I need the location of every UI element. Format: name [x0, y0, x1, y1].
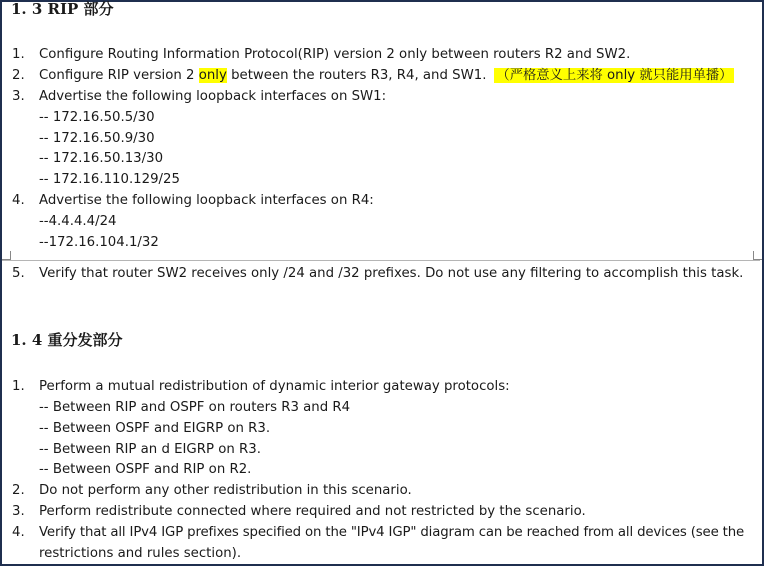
- list-number: 3.: [12, 504, 25, 519]
- highlighted-word: only: [198, 68, 227, 83]
- list-item-text: Advertise the following loopback interfaces on SW1:: [39, 89, 387, 104]
- sub-item: -- Between OSPF and EIGRP on R3.: [39, 421, 271, 436]
- list-item-text: Do not perform any other redistribution in this scenario.: [39, 483, 412, 498]
- section-heading-redistribution: 1. 4 重分发部分: [11, 331, 123, 349]
- list-item-text: Perform a mutual redistribution of dynamic interior gateway protocols:: [39, 379, 510, 394]
- sub-item: -- Between RIP and OSPF on routers R3 and R4: [39, 400, 351, 415]
- text-fragment: Configure RIP version 2: [39, 68, 199, 83]
- list-number: 5.: [12, 266, 25, 281]
- loopback-entry: --172.16.104.1/32: [39, 235, 159, 250]
- section-heading-rip: 1. 3 RIP 部分: [11, 0, 114, 18]
- page-break-line: [2, 260, 760, 261]
- loopback-entry: -- 172.16.50.13/30: [39, 151, 164, 166]
- page-break-marker: [753, 251, 762, 260]
- list-number: 3.: [12, 89, 25, 104]
- list-number: 1.: [12, 47, 25, 62]
- list-number: 4.: [12, 525, 25, 540]
- list-item-text: Verify that router SW2 receives only /24 and /32 prefixes. Do not use any filtering to accomplish this task.: [39, 266, 744, 281]
- loopback-entry: -- 172.16.50.9/30: [39, 131, 155, 146]
- page-break-marker: [2, 251, 11, 260]
- loopback-entry: -- 172.16.50.5/30: [39, 110, 155, 125]
- list-number: 2.: [12, 483, 25, 498]
- sub-item: -- Between RIP an d EIGRP on R3.: [39, 442, 261, 457]
- text-fragment: between the routers R3, R4, and SW1.: [226, 68, 487, 83]
- highlighted-note: （严格意义上来将 only 就只能用单播）: [496, 68, 733, 83]
- list-item-text: Configure Routing Information Protocol(RIP) version 2 only between routers R2 and SW2.: [39, 47, 631, 62]
- list-item-text: Verify that all IPv4 IGP prefixes specified on the "IPv4 IGP" diagram can be reached from all devices (see the: [39, 525, 745, 540]
- loopback-entry: -- 172.16.110.129/25: [39, 172, 180, 187]
- list-item-text: Perform redistribute connected where required and not restricted by the scenario.: [39, 504, 586, 519]
- list-number: 2.: [12, 68, 25, 83]
- list-item-text-continued: restrictions and rules section).: [39, 546, 242, 561]
- list-item-text: [39, 67, 734, 85]
- list-number: 4.: [12, 193, 25, 208]
- list-number: 1.: [12, 379, 25, 394]
- list-item-text: Advertise the following loopback interfaces on R4:: [39, 193, 374, 208]
- sub-item: -- Between OSPF and RIP on R2.: [39, 462, 252, 477]
- loopback-entry: --4.4.4.4/24: [39, 214, 117, 229]
